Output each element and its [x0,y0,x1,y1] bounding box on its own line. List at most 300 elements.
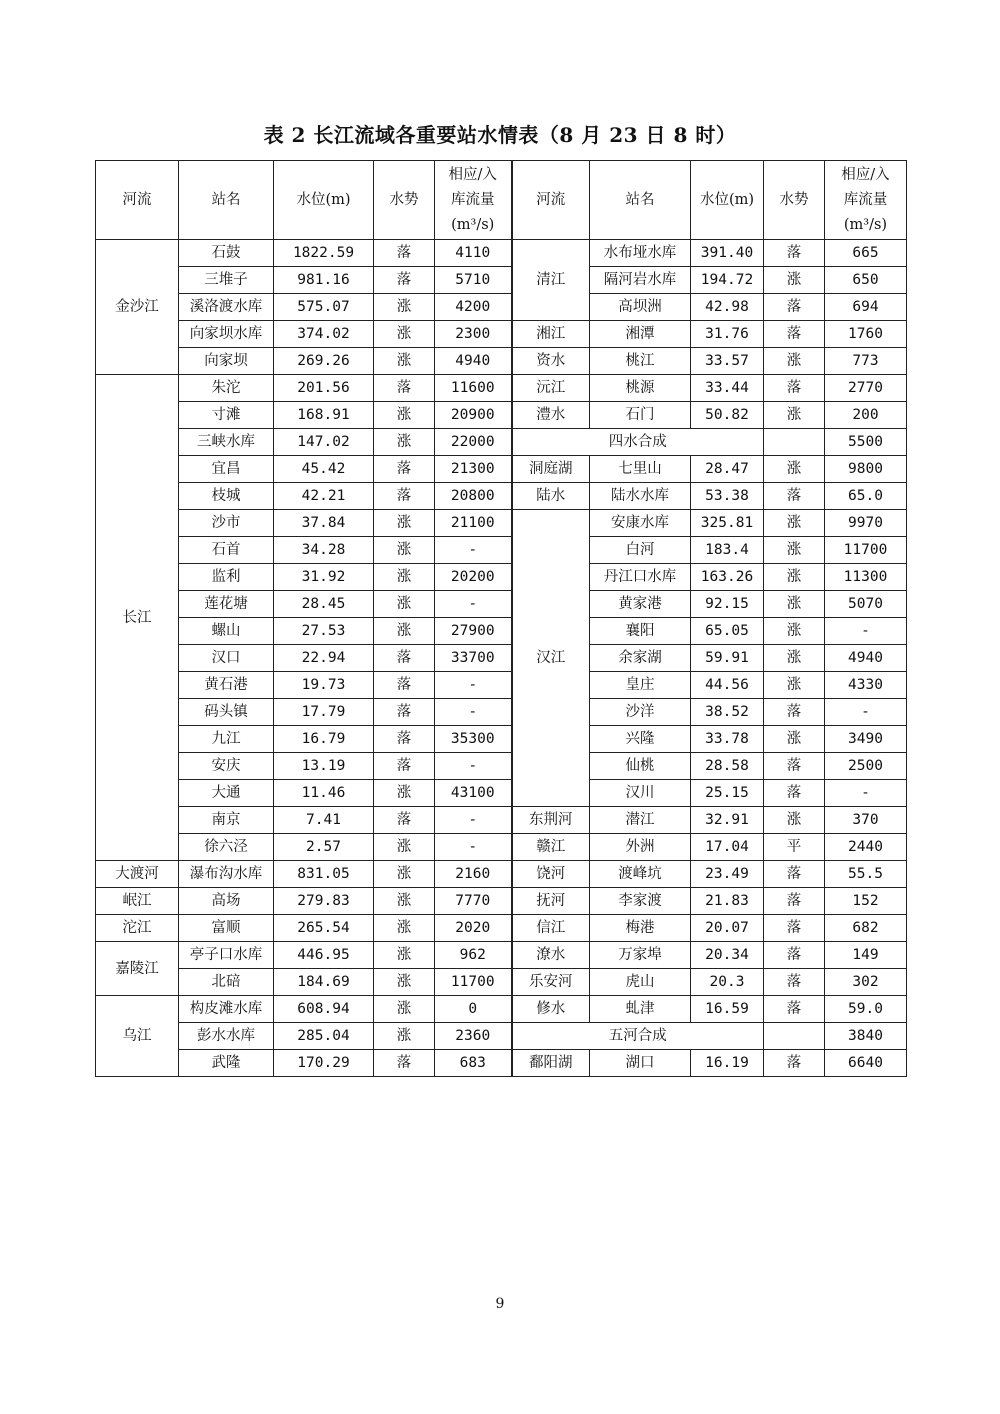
station-cell: 溪洛渡水库 [179,294,274,321]
river-cell: 乌江 [96,996,179,1077]
trend-cell-right: 涨 [764,348,825,375]
trend-cell-right [764,1023,825,1050]
flow-cell-right: 682 [825,915,907,942]
trend-cell: 涨 [374,780,435,807]
trend-cell: 落 [374,375,435,402]
river-cell-right: 抚河 [512,888,590,915]
station-cell-right: 兴隆 [590,726,691,753]
level-cell: 19.73 [274,672,374,699]
level-cell: 170.29 [274,1050,374,1077]
trend-cell-right: 落 [764,861,825,888]
flow-cell: 33700 [435,645,512,672]
level-cell-right: 42.98 [691,294,764,321]
trend-cell-right: 涨 [764,618,825,645]
level-cell: 22.94 [274,645,374,672]
station-cell-right: 襄阳 [590,618,691,645]
trend-cell-right: 涨 [764,267,825,294]
trend-cell: 涨 [374,834,435,861]
flow-cell: 2360 [435,1023,512,1050]
header-flow-right [825,161,907,240]
table-row [96,267,907,294]
level-cell: 831.05 [274,861,374,888]
level-cell: 446.95 [274,942,374,969]
trend-cell: 落 [374,699,435,726]
flow-cell-right: 1760 [825,321,907,348]
station-cell-right: 石门 [590,402,691,429]
station-cell: 监利 [179,564,274,591]
station-cell-right: 白河 [590,537,691,564]
level-cell: 11.46 [274,780,374,807]
level-cell-right: 32.91 [691,807,764,834]
flow-cell-right: 152 [825,888,907,915]
level-cell-right: 31.76 [691,321,764,348]
station-cell: 汉口 [179,645,274,672]
flow-cell: 2020 [435,915,512,942]
flow-cell: 962 [435,942,512,969]
river-cell: 岷江 [96,888,179,915]
river-cell-right: 清江 [512,240,590,321]
table-row [96,861,907,888]
trend-cell-right: 涨 [764,510,825,537]
trend-cell: 落 [374,1050,435,1077]
trend-cell-right: 落 [764,888,825,915]
level-cell-right: 92.15 [691,591,764,618]
trend-cell-right: 涨 [764,402,825,429]
table-body [96,161,907,1077]
level-cell: 269.26 [274,348,374,375]
river-cell-right: 沅江 [512,375,590,402]
station-cell: 沙市 [179,510,274,537]
table-row [96,483,907,510]
trend-cell-right: 落 [764,942,825,969]
table-row [96,996,907,1023]
level-cell-right: 23.49 [691,861,764,888]
flow-cell-right: 11300 [825,564,907,591]
level-cell-right: 38.52 [691,699,764,726]
flow-cell-right: 200 [825,402,907,429]
header-trend-right: 水势 [764,161,825,240]
station-cell-right: 虎山 [590,969,691,996]
flow-cell-right: 65.0 [825,483,907,510]
flow-cell: - [435,699,512,726]
flow-cell-right: 694 [825,294,907,321]
trend-cell-right: 落 [764,780,825,807]
station-cell-right: 汉川 [590,780,691,807]
river-cell-right: 饶河 [512,861,590,888]
level-cell-right: 20.34 [691,942,764,969]
station-cell: 高场 [179,888,274,915]
station-cell: 亭子口水库 [179,942,274,969]
table-row [96,402,907,429]
table-row [96,321,907,348]
header-flow-line2: 库流量 [843,191,888,208]
table-row [96,618,907,645]
river-cell-right: 汉江 [512,510,590,807]
flow-cell-right: - [825,699,907,726]
station-cell: 大通 [179,780,274,807]
station-cell-right: 桃江 [590,348,691,375]
level-cell-right: 20.3 [691,969,764,996]
trend-cell: 涨 [374,537,435,564]
flow-cell: 27900 [435,618,512,645]
river-cell: 沱江 [96,915,179,942]
station-cell: 三堆子 [179,267,274,294]
table-row [96,888,907,915]
station-cell: 寸滩 [179,402,274,429]
trend-cell-right: 落 [764,699,825,726]
level-cell-right: 21.83 [691,888,764,915]
trend-cell-right: 落 [764,240,825,267]
header-level-right: 水位(m) [691,161,764,240]
station-cell-right: 万家埠 [590,942,691,969]
station-cell-right: 余家湖 [590,645,691,672]
river-cell-right: 赣江 [512,834,590,861]
level-cell-right: 33.44 [691,375,764,402]
flow-cell: 22000 [435,429,512,456]
station-cell-right: 水布垭水库 [590,240,691,267]
level-cell: 28.45 [274,591,374,618]
level-cell-right: 17.04 [691,834,764,861]
trend-cell-right: 落 [764,969,825,996]
level-cell-right: 65.05 [691,618,764,645]
trend-cell: 落 [374,483,435,510]
flow-cell: - [435,807,512,834]
flow-cell: - [435,753,512,780]
station-cell-right: 梅港 [590,915,691,942]
flow-cell: 2160 [435,861,512,888]
table-row [96,969,907,996]
table-row [96,456,907,483]
combined-total-cell: 四水合成 [512,429,764,456]
trend-cell: 涨 [374,429,435,456]
level-cell: 17.79 [274,699,374,726]
header-trend: 水势 [374,161,435,240]
table-row [96,564,907,591]
flow-cell: 21100 [435,510,512,537]
flow-cell: 20900 [435,402,512,429]
flow-cell-right: 2500 [825,753,907,780]
level-cell: 279.83 [274,888,374,915]
station-cell: 向家坝 [179,348,274,375]
trend-cell-right: 涨 [764,591,825,618]
station-cell: 码头镇 [179,699,274,726]
table-row [96,834,907,861]
station-cell: 石首 [179,537,274,564]
trend-cell-right: 落 [764,294,825,321]
level-cell: 42.21 [274,483,374,510]
station-cell: 富顺 [179,915,274,942]
station-cell: 三峡水库 [179,429,274,456]
table-row [96,942,907,969]
level-cell: 575.07 [274,294,374,321]
station-cell: 宜昌 [179,456,274,483]
trend-cell-right: 落 [764,996,825,1023]
trend-cell: 涨 [374,861,435,888]
page-number: 9 [495,1296,505,1312]
trend-cell-right: 落 [764,321,825,348]
station-cell: 莲花塘 [179,591,274,618]
level-cell: 27.53 [274,618,374,645]
station-cell-right: 丹江口水库 [590,564,691,591]
station-cell: 构皮滩水库 [179,996,274,1023]
river-cell-right: 洞庭湖 [512,456,590,483]
level-cell: 45.42 [274,456,374,483]
level-cell: 2.57 [274,834,374,861]
river-cell-right: 资水 [512,348,590,375]
flow-cell-right: 2440 [825,834,907,861]
station-cell-right: 李家渡 [590,888,691,915]
table-row [96,915,907,942]
trend-cell-right: 落 [764,915,825,942]
flow-cell-right: 5500 [825,429,907,456]
flow-cell: 21300 [435,456,512,483]
flow-cell-right: 9970 [825,510,907,537]
trend-cell-right: 落 [764,753,825,780]
header-station-right: 站名 [590,161,691,240]
flow-cell: - [435,672,512,699]
river-cell-right: 信江 [512,915,590,942]
flow-cell-right: - [825,618,907,645]
level-cell-right: 391.40 [691,240,764,267]
station-cell-right: 仙桃 [590,753,691,780]
flow-cell-right: 2770 [825,375,907,402]
station-cell-right: 隔河岩水库 [590,267,691,294]
trend-cell: 涨 [374,591,435,618]
flow-cell-right: 3490 [825,726,907,753]
trend-cell-right: 涨 [764,645,825,672]
table-row [96,807,907,834]
level-cell-right: 16.19 [691,1050,764,1077]
trend-cell: 涨 [374,348,435,375]
flow-cell-right: 3840 [825,1023,907,1050]
station-cell: 南京 [179,807,274,834]
table-row [96,429,907,456]
header-station: 站名 [179,161,274,240]
station-cell: 安庆 [179,753,274,780]
level-cell-right: 33.57 [691,348,764,375]
station-cell-right: 潜江 [590,807,691,834]
trend-cell-right: 落 [764,375,825,402]
header-flow-line1: 相应/入 [448,166,497,183]
level-cell-right: 16.59 [691,996,764,1023]
level-cell-right: 59.91 [691,645,764,672]
river-cell: 长江 [96,375,179,861]
header-flow [435,161,512,240]
level-cell: 16.79 [274,726,374,753]
flow-cell: 43100 [435,780,512,807]
table-row [96,510,907,537]
flow-cell-right: 6640 [825,1050,907,1077]
table-row [96,537,907,564]
table-row [96,780,907,807]
river-cell-right: 潦水 [512,942,590,969]
trend-cell: 落 [374,753,435,780]
header-flow-line2: 库流量 [451,191,495,208]
station-cell: 螺山 [179,618,274,645]
flow-cell: 4110 [435,240,512,267]
river-cell: 大渡河 [96,861,179,888]
table-row [96,699,907,726]
station-cell-right: 桃源 [590,375,691,402]
flow-cell: 4940 [435,348,512,375]
level-cell-right: 33.78 [691,726,764,753]
station-cell: 黄石港 [179,672,274,699]
flow-cell-right: 302 [825,969,907,996]
flow-cell: - [435,537,512,564]
station-cell-right: 陆水水库 [590,483,691,510]
flow-cell-right: - [825,780,907,807]
level-cell-right: 50.82 [691,402,764,429]
header-river: 河流 [96,161,179,240]
level-cell-right: 194.72 [691,267,764,294]
header-flow-line1: 相应/入 [841,166,890,183]
flow-cell-right: 11700 [825,537,907,564]
combined-total-cell: 五河合成 [512,1023,764,1050]
flow-cell: 2300 [435,321,512,348]
trend-cell-right [764,429,825,456]
table-row [96,726,907,753]
trend-cell: 落 [374,807,435,834]
trend-cell: 涨 [374,888,435,915]
flow-cell-right: 665 [825,240,907,267]
level-cell: 1822.59 [274,240,374,267]
station-cell: 北碚 [179,969,274,996]
trend-cell: 落 [374,240,435,267]
flow-cell-right: 149 [825,942,907,969]
flow-cell-right: 59.0 [825,996,907,1023]
level-cell: 201.56 [274,375,374,402]
level-cell: 285.04 [274,1023,374,1050]
river-cell-right: 修水 [512,996,590,1023]
trend-cell-right: 涨 [764,456,825,483]
trend-cell: 涨 [374,618,435,645]
table-row [96,1023,907,1050]
level-cell-right: 53.38 [691,483,764,510]
table-row [96,375,907,402]
header-row [96,161,907,240]
flow-cell: 7770 [435,888,512,915]
level-cell: 34.28 [274,537,374,564]
flow-cell: - [435,591,512,618]
level-cell: 374.02 [274,321,374,348]
station-cell-right: 外洲 [590,834,691,861]
header-flow-line3: (m³/s) [451,216,495,233]
station-cell-right: 虬津 [590,996,691,1023]
station-cell: 瀑布沟水库 [179,861,274,888]
trend-cell: 涨 [374,1023,435,1050]
level-cell: 147.02 [274,429,374,456]
flow-cell: 20800 [435,483,512,510]
table-row [96,240,907,267]
station-cell-right: 湘潭 [590,321,691,348]
flow-cell-right: 650 [825,267,907,294]
trend-cell-right: 落 [764,483,825,510]
trend-cell-right: 涨 [764,564,825,591]
table-row [96,1050,907,1077]
trend-cell: 涨 [374,564,435,591]
table-row [96,645,907,672]
flow-cell-right: 5070 [825,591,907,618]
flow-cell-right: 773 [825,348,907,375]
station-cell: 彭水水库 [179,1023,274,1050]
header-river-right: 河流 [512,161,590,240]
trend-cell: 落 [374,645,435,672]
level-cell: 13.19 [274,753,374,780]
level-cell-right: 20.07 [691,915,764,942]
station-cell: 向家坝水库 [179,321,274,348]
station-cell-right: 高坝洲 [590,294,691,321]
flow-cell: 5710 [435,267,512,294]
river-cell: 金沙江 [96,240,179,375]
station-cell: 徐六泾 [179,834,274,861]
trend-cell: 涨 [374,510,435,537]
flow-cell-right: 55.5 [825,861,907,888]
table-row [96,753,907,780]
flow-cell: 20200 [435,564,512,591]
station-cell-right: 黄家港 [590,591,691,618]
header-flow-line3: (m³/s) [843,216,888,233]
table-row [96,348,907,375]
header-level: 水位(m) [274,161,374,240]
level-cell-right: 25.15 [691,780,764,807]
trend-cell: 涨 [374,321,435,348]
level-cell: 7.41 [274,807,374,834]
level-cell: 37.84 [274,510,374,537]
level-cell: 168.91 [274,402,374,429]
level-cell: 981.16 [274,267,374,294]
station-cell: 石鼓 [179,240,274,267]
trend-cell: 涨 [374,969,435,996]
flow-cell: - [435,834,512,861]
flow-cell: 11600 [435,375,512,402]
trend-cell-right: 平 [764,834,825,861]
trend-cell: 涨 [374,915,435,942]
level-cell: 184.69 [274,969,374,996]
level-cell-right: 28.58 [691,753,764,780]
trend-cell-right: 落 [764,1050,825,1077]
flow-cell: 4200 [435,294,512,321]
trend-cell-right: 涨 [764,672,825,699]
level-cell: 265.54 [274,915,374,942]
trend-cell: 落 [374,456,435,483]
river-cell-right: 乐安河 [512,969,590,996]
river-cell-right: 湘江 [512,321,590,348]
flow-cell-right: 370 [825,807,907,834]
trend-cell: 涨 [374,942,435,969]
level-cell-right: 163.26 [691,564,764,591]
trend-cell: 涨 [374,294,435,321]
level-cell: 608.94 [274,996,374,1023]
trend-cell: 落 [374,726,435,753]
level-cell: 31.92 [274,564,374,591]
river-cell: 嘉陵江 [96,942,179,996]
table-row [96,591,907,618]
flow-cell-right: 4940 [825,645,907,672]
flow-cell: 683 [435,1050,512,1077]
station-cell-right: 皇庄 [590,672,691,699]
water-regime-table [95,160,907,1077]
trend-cell: 落 [374,267,435,294]
station-cell-right: 湖口 [590,1050,691,1077]
station-cell: 武隆 [179,1050,274,1077]
table-title: 表 2 长江流域各重要站水情表（8 月 23 日 8 时） [263,123,737,147]
river-cell-right: 鄱阳湖 [512,1050,590,1077]
station-cell: 九江 [179,726,274,753]
station-cell: 枝城 [179,483,274,510]
trend-cell-right: 涨 [764,807,825,834]
river-cell-right: 澧水 [512,402,590,429]
river-cell-right: 东荆河 [512,807,590,834]
